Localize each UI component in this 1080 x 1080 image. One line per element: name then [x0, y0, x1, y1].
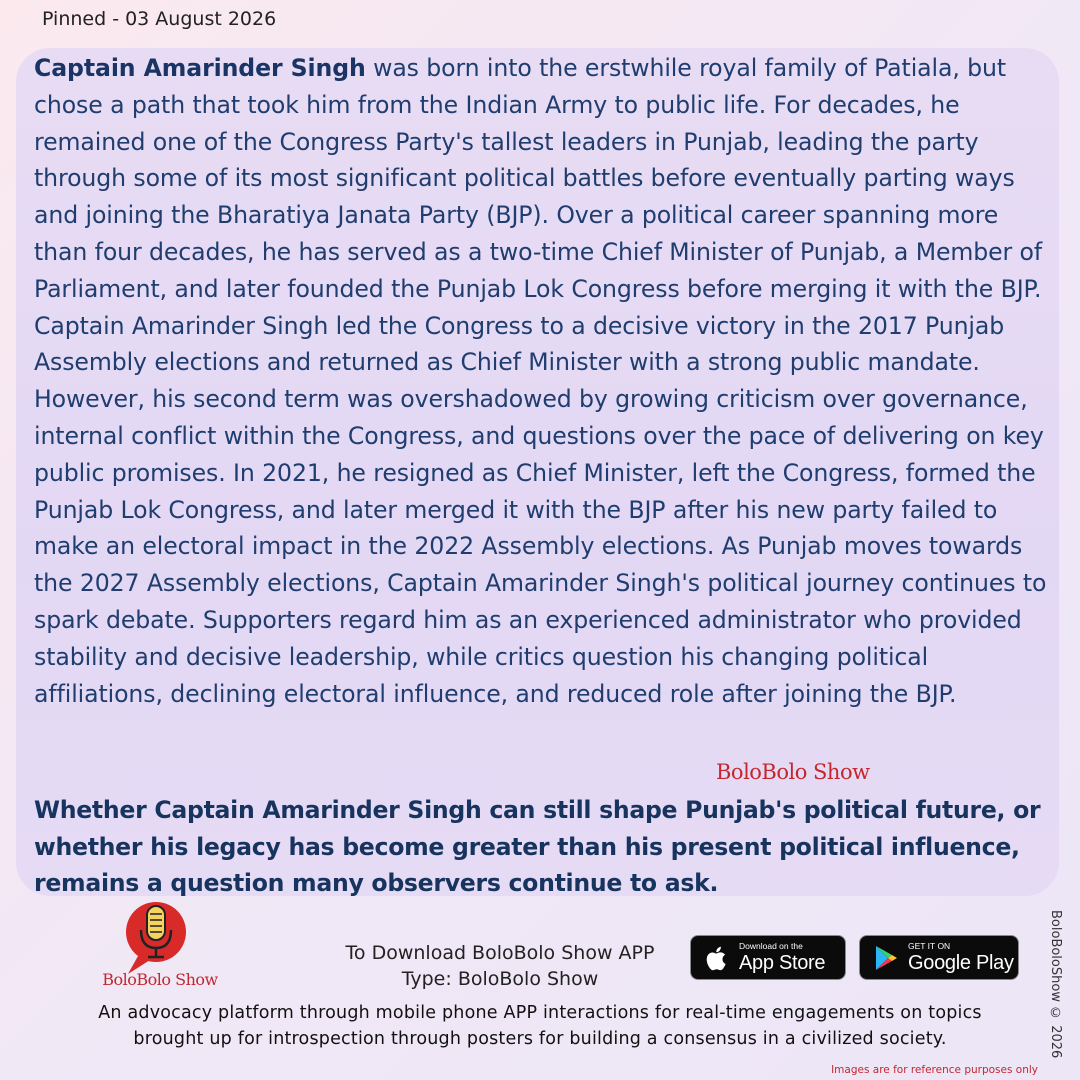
- google-play-small-text: GET IT ON: [908, 941, 951, 952]
- google-play-button[interactable]: [859, 935, 1019, 980]
- copyright-notice: BoloBoloShow © 2026: [1048, 910, 1063, 1059]
- app-store-button[interactable]: [690, 935, 846, 980]
- app-store-big-text: App Store: [739, 951, 826, 974]
- reference-note: Images are for reference purposes only: [831, 1064, 1038, 1076]
- article-lead-name: Captain Amarinder Singh: [34, 54, 366, 82]
- article-body-text: was born into the erstwhile royal family of Patiala, but chose a path that took him from the Indian Army to public life. For decades, he remained one of the Congress Party's tallest leaders in Punjab, leading the party through some of its most significant political battles before eventually parting ways and joining the Bharatiya Janata Party (BJP). Over a political career spanning more than four decades, he has served as a two-time Chief Minister of Punjab, a Member of Parliament, and later founded the Punjab Lok Congress before merging it with the BJP. Captain Amarinder Singh led the Congress to a decisive victory in the 2017 Punjab Assembly elections and returned as Chief Minister with a strong public mandate. However, his second term was overshadowed by growing criticism over governance, internal conflict within the Congress, and questions over the pace of delivering on key public promises. In 2021, he resigned as Chief Minister, left the Congress, formed the Punjab Lok Congress, and later merged it with the BJP after his new party failed to make an electoral impact in the 2022 Assembly elections. As Punjab moves towards the 2027 Assembly elections, Captain Amarinder Singh's political journey continues to spark debate. Supporters regard him as an experienced administrator who provided stability and decisive leadership, while critics question his changing political affiliations, declining electoral influence, and reduced role after joining the BJP.: [34, 54, 1047, 708]
- download-line-2: Type: BoloBolo Show: [401, 968, 599, 990]
- download-instructions: [300, 940, 700, 992]
- brand-watermark: BoloBolo Show: [716, 760, 870, 784]
- google-play-big-text: Google Play: [908, 951, 1014, 974]
- article-conclusion: Whether Captain Amarinder Singh can still shape Punjab's political future, or whether his legacy has become greater than his present political influence, remains a question many observers continue to ask.: [34, 796, 1041, 897]
- tagline-line-1: An advocacy platform through mobile phone APP interactions for real-time engagements on topics: [98, 1003, 982, 1023]
- logo-brand-text: BoloBolo Show: [102, 970, 218, 989]
- tagline-line-2: brought up for introspection through posters for building a consensus in a civilized society.: [133, 1029, 947, 1049]
- platform-tagline: [20, 1000, 1060, 1052]
- article-body: [34, 50, 1054, 712]
- google-play-icon: [870, 942, 902, 974]
- apple-icon: [701, 942, 733, 974]
- pinned-date-label: Pinned - 03 August 2026: [42, 8, 277, 30]
- download-line-1: To Download BoloBolo Show APP: [345, 942, 655, 964]
- app-store-small-text: Download on the: [739, 941, 803, 952]
